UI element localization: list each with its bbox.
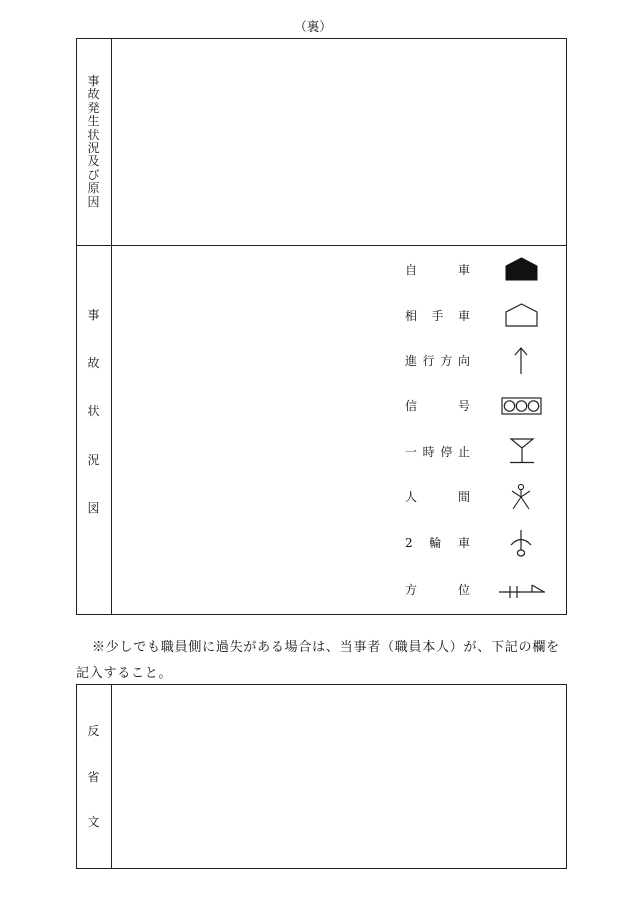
label-char: 発 [87,100,100,115]
label-char: 一 [405,445,418,459]
stop-sign-icon [498,437,546,467]
legend-label [405,309,470,323]
arrow-up-icon [498,346,546,376]
traffic-light-icon [498,391,546,421]
label-char: 止 [457,445,470,459]
legend-label [405,263,470,277]
label-char: び [87,167,100,182]
label-char: 文 [87,815,100,829]
label-char: 人 [405,490,418,504]
legend-label [405,583,470,597]
legend-label [405,445,470,459]
label-char: 行 [422,354,435,368]
label-char: 況 [87,452,100,467]
accident-diagram-label [76,309,111,514]
label-char: 故 [87,87,100,102]
label-char: 時 [422,445,435,459]
label-char: 相 [405,309,418,323]
label-char: 故 [87,356,100,371]
legend-label [405,354,470,368]
label-char: 生 [87,114,100,129]
label-char: 状 [87,127,100,142]
label-char: 状 [87,404,100,419]
label-char: 間 [457,490,470,504]
accident-cause-label [76,75,111,208]
label-char: 及 [87,154,100,169]
legend-label [405,490,470,504]
label-char: 因 [87,194,100,209]
label-char: 向 [457,354,470,368]
legend-label [405,399,470,413]
page-side-label: （裏） [294,19,332,34]
label-char: 手 [431,309,444,323]
instruction-note: ※少しでも職員側に過失がある場合は、当事者（職員本人）が、下記の欄を記入すること。 [76,640,560,681]
label-char: 方 [405,583,418,597]
label-char: 位 [457,583,470,597]
legend-label [405,536,470,550]
label-char: 況 [87,140,100,155]
label-char: 停 [440,445,453,459]
label-char: 自 [405,263,418,277]
label-char: 2 [405,536,413,550]
accident-cause-area [112,39,566,245]
label-char: 事 [87,308,100,322]
label-char: 方 [440,354,453,368]
reflection-label [76,725,111,828]
label-char: 進 [405,354,418,368]
label-char: 号 [457,399,470,413]
filled-car-icon [498,255,546,285]
reflection-text-area [112,685,566,868]
label-char: 図 [87,500,100,515]
label-char: 車 [457,309,470,323]
label-char: 車 [457,263,470,277]
label-char: 反 [87,724,100,738]
label-char: 信 [405,399,418,413]
person-icon [498,482,546,512]
label-char: 省 [87,769,100,784]
label-char: 原 [87,181,100,196]
label-char: 事 [87,74,100,88]
outline-car-icon [498,301,546,331]
two-wheeler-icon [498,528,546,558]
compass-icon [498,575,546,605]
label-char: 車 [457,536,470,550]
label-char: 輪 [429,536,442,550]
